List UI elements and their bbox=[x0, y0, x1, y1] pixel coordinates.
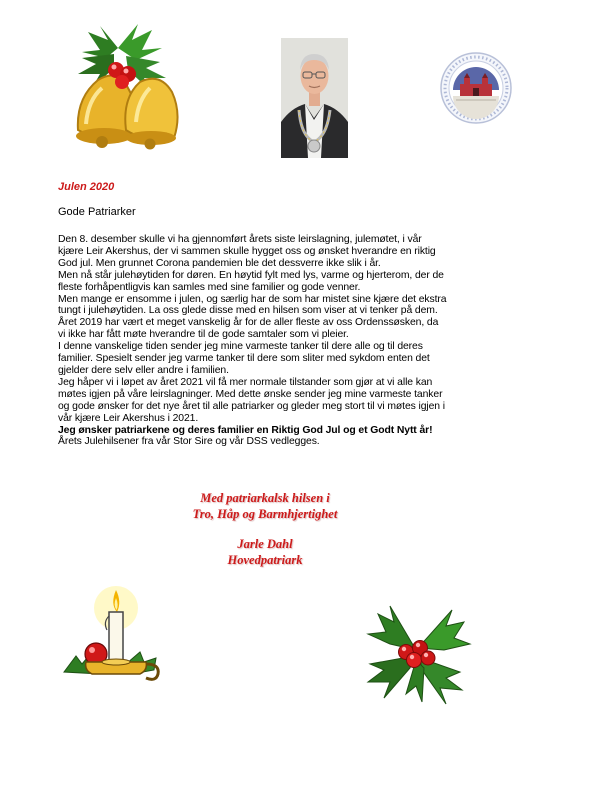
letter-body bbox=[58, 234, 490, 448]
letter-heading: Julen 2020 bbox=[58, 181, 115, 193]
body-line: Men mange er ensomme i julen, og særlig har de som har mistet sine kjære det ekstra bbox=[58, 293, 447, 305]
body-line: tungt i julehøytiden. La oss glede disse med en hilsen som viser at vi tenker på dem. bbox=[58, 305, 438, 317]
christmas-candle-icon bbox=[56, 578, 166, 688]
body-line: Den 8. desember skulle vi ha gjennomført årets siste leirslagning, julemøtet, i vår bbox=[58, 234, 422, 245]
body-line: møtes igjen på våre leirslagninger. Med dette ønske sender jeg mine varmeste tanker bbox=[58, 388, 443, 400]
body-line: gjelder dere selv eller andre i familien. bbox=[58, 364, 229, 376]
body-line: I denne vanskelige tiden sender jeg mine varmeste tanker til dere alle og til deres bbox=[58, 341, 423, 353]
body-line: Men nå står julehøytiden for døren. En høytid fylt med lys, varme og hjerterom, der de bbox=[58, 269, 444, 281]
greeting: Gode Patriarker bbox=[58, 206, 136, 218]
holly-icon bbox=[360, 598, 472, 710]
body-line: fleste forhåpentligvis kan samles med sine familier og gode venner. bbox=[58, 281, 361, 293]
portrait-photo bbox=[281, 38, 348, 158]
closing-line: Årets Julehilsener fra vår Stor Sire og vår DSS vedlegges. bbox=[58, 436, 320, 448]
body-line: vi ikke har fått møte hverandre til de gode samtaler som vi pleier. bbox=[58, 329, 349, 341]
signer-title: Hovedpatriark bbox=[227, 553, 303, 567]
body-line: kjære Leir Akershus, der vi sammen skulle hygget oss og ønsket hverandre en riktig bbox=[58, 245, 436, 257]
body-line: Året 2019 har vært et meget vanskelig år for de aller fleste av oss Ordenssøsken, da bbox=[58, 317, 439, 329]
body-line: God jul. Men grunnet Corona pandemien ble det dessverre ikke slik i år. bbox=[58, 257, 381, 269]
signoff-line1: Med patriarkalsk hilsen i bbox=[200, 491, 330, 505]
signer-name: Jarle Dahl bbox=[237, 537, 293, 551]
christmas-bells-icon bbox=[48, 18, 188, 158]
signoff-line2: Tro, Håp og Barmhjertighet bbox=[192, 507, 338, 521]
wish-line: Jeg ønsker patriarkene og deres familier en Riktig God Jul og et Godt Nytt år! bbox=[58, 424, 433, 436]
lodge-seal-logo bbox=[440, 52, 512, 124]
body-line: vår kjære Leir Akershus i 2021. bbox=[58, 412, 199, 424]
signoff bbox=[150, 490, 380, 568]
body-line: og gode ønsker for det nye året til alle patriarker og gleder meg stort til vi møtes igjen i bbox=[58, 400, 445, 412]
body-line: familier. Spesielt sender jeg varme tanker til dere som sliter med sykdom enten det bbox=[58, 353, 430, 365]
body-line: Jeg håper vi i løpet av året 2021 vil få mer normale tilstander som gjør at vi alle kan bbox=[58, 376, 433, 388]
